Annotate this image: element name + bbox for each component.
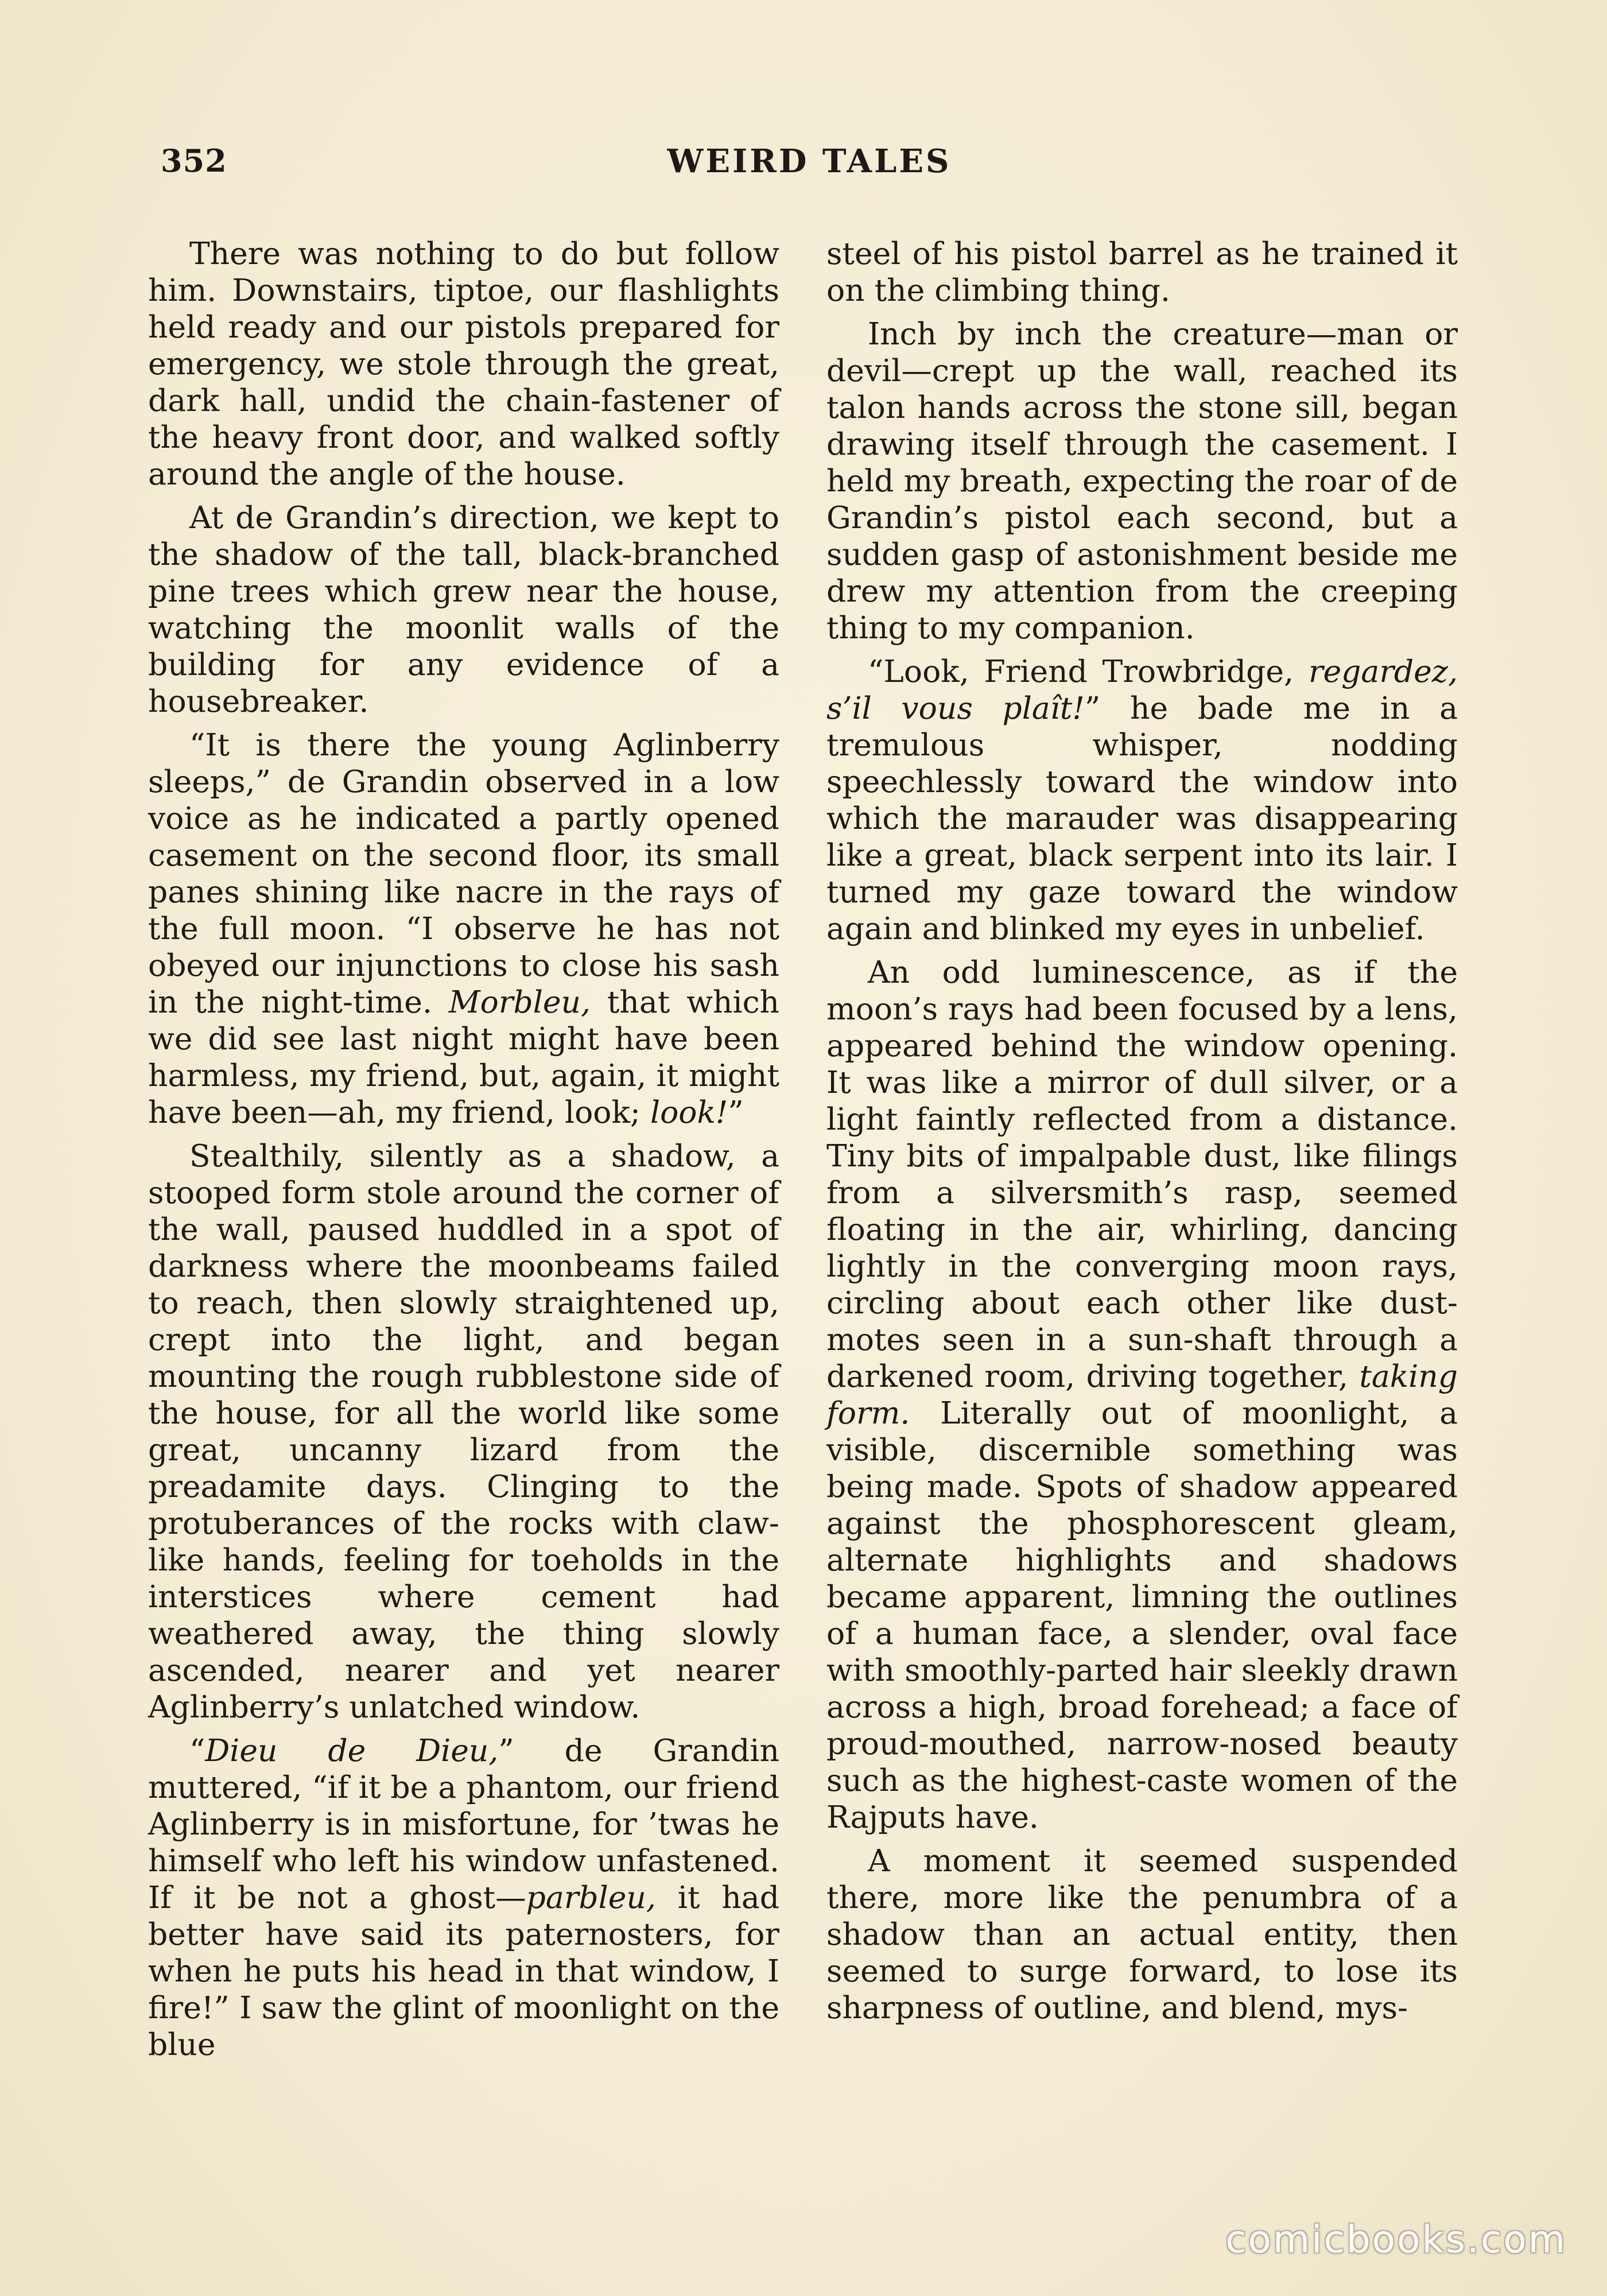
text-run: it had better have said its paternosters, for when he puts his head in that window, I fire!” I saw the glint of moonlight on the blue [148, 1879, 779, 2062]
paragraph-continued: steel of his pistol barrel as he trained it on the climbing thing. [826, 235, 1458, 308]
italic-text: taking form. [826, 1358, 1458, 1431]
running-head: WEIRD TALES [667, 142, 952, 180]
italic-text: look! [650, 1094, 728, 1130]
page-number: 352 [161, 142, 227, 179]
paragraph [148, 1732, 779, 2063]
text-run: “Look, Friend Trowbridge, [868, 653, 1309, 689]
italic-text: regardez, s’il vous plaît! [826, 653, 1458, 726]
text-run: An odd luminescence, as if the moon’s rays had been focused by a lens, appeared behind the window opening. It was like a mirror of dull silver, or a light faintly reflected from a distance. Tiny bits of impalpable dust, like filings from a silversmith’s rasp, seemed floating in the air, whirling, dancing lightly in the converging moon rays, circling about each other like dust-motes seen in a sun-shaft through a darkened room, driving together, [826, 954, 1458, 1394]
text-run: that which we did see last night might have been harmless, my friend, but, again, it might have been—ah, my friend, look; [148, 984, 779, 1130]
page-header [161, 142, 1458, 188]
italic-text: Dieu de Dieu, [205, 1732, 499, 1768]
paragraph: There was nothing to do but follow him. Downstairs, tiptoe, our flashlights held ready and our pistols prepared for emergency, we stole through the great, dark hall, undid the chain-fastener of the heavy front door, and walked softly around the angle of the house. [148, 235, 779, 492]
paragraph [826, 653, 1458, 947]
paragraph: At de Grandin’s direction, we kept to the shadow of the tall, black-branched pine trees which grew near the house, watching the moonlit walls of the building for any evidence of a housebreaker. [148, 499, 779, 719]
italic-text: parbleu, [526, 1879, 656, 1915]
text-run: ” he bade me in a tremulous whisper, nodding speechlessly toward the window into which the marauder was disappearing like a great, black serpent into its lair. I turned my gaze toward the window again and blinked my eyes in unbelief. [826, 690, 1458, 947]
text-run: “ [189, 1732, 205, 1768]
text-run: ” de Grandin muttered, “if it be a phantom, our friend Aglinberry is in misfortune, for ’twas he himself who left his window unfastened. If it be not a ghost— [148, 1732, 779, 1915]
left-column [148, 235, 779, 2070]
text-run: “It is there the young Aglinberry sleeps,” de Grandin observed in a low voice as he indicated a partly opened casement on the second floor, its small panes shining like nacre in the rays of the full moon. “I observe he has not obeyed our injunctions to close his sash in the night-time. [148, 727, 779, 1020]
paragraph: Stealthily, silently as a shadow, a stooped form stole around the corner of the wall, paused huddled in a spot of darkness where the moonbeams failed to reach, then slowly straightened up, crept into the light, and began mounting the rough rubblestone side of the house, for all the world like some great, uncanny lizard from the preadamite days. Clinging to the protuberances of the rocks with claw-like hands, feeling for toeholds in the interstices where cement had weathered away, the thing slowly ascended, nearer and yet nearer Aglinberry’s unlatched window. [148, 1138, 779, 1725]
paragraph [148, 727, 779, 1131]
paragraph: Inch by inch the creature—man or devil—crept up the wall, reached its talon hands across the stone sill, began drawing itself through the casement. I held my breath, expecting the roar of de Grandin’s pistol each second, but a sudden gasp of astonishment beside me drew my attention from the creeping thing to my companion. [826, 316, 1458, 646]
watermark: comicbooks.com [1225, 2217, 1567, 2262]
italic-text: Morbleu, [448, 984, 591, 1020]
right-column [826, 235, 1458, 2033]
paragraph [826, 954, 1458, 1836]
text-run: Literally out of moonlight, a visible, discernible something was being made. Spots of shadow appeared against the phosphorescent gleam, alternate highlights and shadows became apparent, limning the outlines of a human face, a slender, oval face with smoothly-parted hair sleekly drawn across a high, broad forehead; a face of proud-mouthed, narrow-nosed beauty such as the highest-caste women of the Rajputs have. [826, 1395, 1458, 1835]
text-run: ” [728, 1094, 744, 1130]
paragraph: A moment it seemed suspended there, more like the penumbra of a shadow than an actual entity, then seemed to surge forward, to lose its sharpness of outline, and blend, mys- [826, 1843, 1458, 2026]
